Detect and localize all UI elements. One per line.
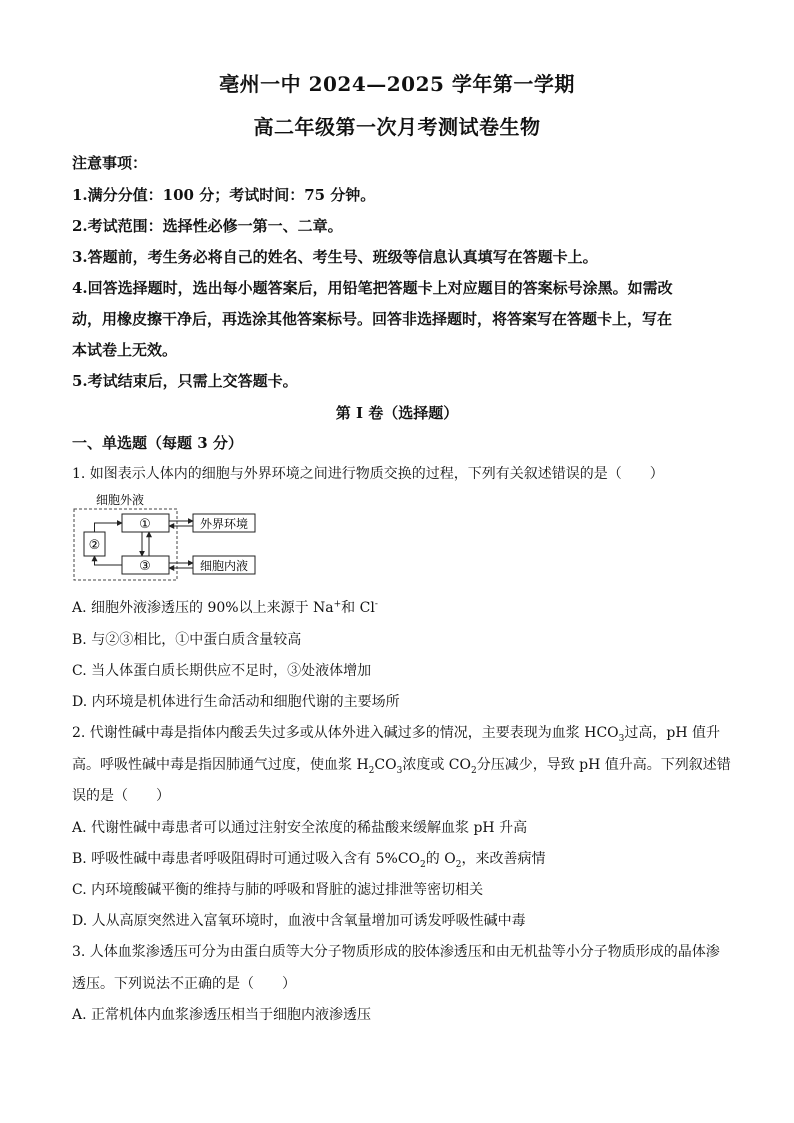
q2-option-d: D. 人从高原突然进入富氧环境时，血液中含氧量增加可诱发呼吸性碱中毒 <box>72 913 526 929</box>
arrow-2-to-1 <box>95 523 123 532</box>
q1-option-b: B. 与②③相比，①中蛋白质含量较高 <box>72 632 302 648</box>
note-item: 2.考试范围：选择性必修一第一、二章。 <box>72 217 343 235</box>
note-item: 动，用橡皮擦干净后，再选涂其他答案标号。回答非选择题时，将答案写在答题卡上，写在 <box>72 310 673 328</box>
q3-stem-line1: 3. 人体血浆渗透压可分为由蛋白质等大分子物质形成的胶体渗透压和由无机盐等小分子物质形成的晶体渗 <box>72 944 720 960</box>
intracellular-fluid-label: 细胞内液 <box>199 559 249 573</box>
note-item: 本试卷上无效。 <box>72 341 178 359</box>
q2-stem-line2: 高。呼吸性碱中毒是指因肺通气过度，使血浆 $H_2CO_3$浓度或 $CO_2$分压减少，导致 pH 值升高。下列叙述错 <box>72 757 731 776</box>
arrow-3-to-2 <box>95 556 123 565</box>
node-2-label: ② <box>88 538 101 553</box>
diagram-group-label: 细胞外液 <box>95 493 145 507</box>
node-3-label: ③ <box>139 559 151 574</box>
q1-stem: 1. 如图表示人体内的细胞与外界环境之间进行物质交换的过程，下列有关叙述错误的是（ ） <box>72 466 664 482</box>
notes-heading: 注意事项： <box>72 154 148 172</box>
q3-stem-line2: 透压。下列说法不正确的是（ ） <box>72 976 296 992</box>
note-item: 5.考试结束后，只需上交答题卡。 <box>72 372 298 390</box>
volume-title: 第 I 卷（选择题） <box>335 404 459 422</box>
q1-option-a: A. 细胞外液渗透压的 90%以上来源于 Na+和 Cl- <box>72 599 378 616</box>
part-title: 一、单选题（每题 3 分） <box>72 434 243 452</box>
q2-option-b: B. 呼吸性碱中毒患者呼吸阻碍时可通过吸入含有 $5\%CO_2$的 $O_2$，来改善病情 <box>72 851 546 870</box>
q1-option-c: C. 当人体蛋白质长期供应不足时，③处液体增加 <box>72 663 372 679</box>
q2-option-c: C. 内环境酸碱平衡的维持与肺的呼吸和肾脏的滤过排泄等密切相关 <box>72 882 484 898</box>
q3-option-a: A. 正常机体内血浆渗透压相当于细胞内液渗透压 <box>72 1007 372 1023</box>
q2-stem-line1: 2. 代谢性碱中毒是指体内酸丢失过多或从体外进入碱过多的情况，主要表现为血浆 $HCO_3$过高，pH 值升 <box>72 725 721 744</box>
exam-title-line2: 高二年级第一次月考测试卷生物 <box>253 115 541 139</box>
note-item: 1.满分分值：100 分；考试时间：75 分钟。 <box>72 186 376 204</box>
note-item: 4.回答选择题时，选出每小题答案后，用铅笔把答题卡上对应题目的答案标号涂黑。如需改 <box>72 279 673 297</box>
external-environment-label: 外界环境 <box>199 517 249 531</box>
q2-stem-line3: 误的是（ ） <box>72 788 170 804</box>
q2-option-a: A. 代谢性碱中毒患者可以通过注射安全浓度的稀盐酸来缓解血浆 pH 升高 <box>72 820 528 836</box>
exam-title-line1: 亳州一中 2024—2025 学年第一学期 <box>219 72 575 96</box>
node-1-label: ① <box>139 517 151 532</box>
body-fluid-diagram <box>72 492 272 584</box>
note-item: 3.答题前，考生务必将自己的姓名、考生号、班级等信息认真填写在答题卡上。 <box>72 248 598 266</box>
q1-option-d: D. 内环境是机体进行生命活动和细胞代谢的主要场所 <box>72 694 400 710</box>
